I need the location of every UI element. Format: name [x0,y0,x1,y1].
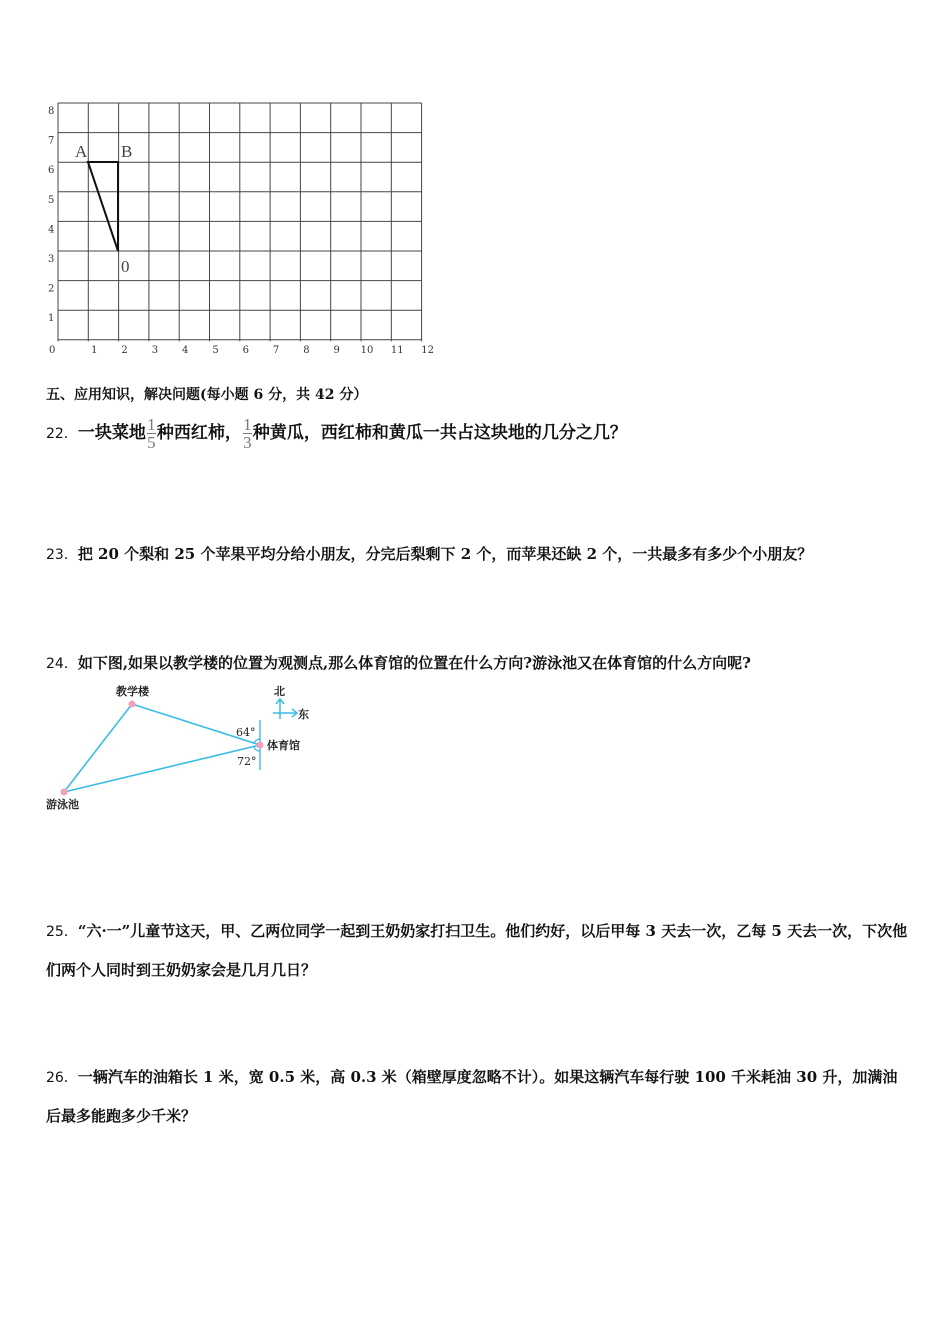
fraction-one-third [243,416,252,451]
gym-label: 体育馆 [267,739,300,752]
grid-lines [58,103,422,341]
x-axis-label: 6 [242,345,249,356]
y-axis-label: 3 [48,254,55,265]
question-24 [46,646,908,681]
fraction-numerator: 1 [243,415,252,434]
question-25 [46,912,908,989]
y-axis-label: 1 [48,313,55,325]
x-axis-label: 9 [333,345,340,356]
line-gym-pool [64,745,260,792]
pool-dot [61,789,68,796]
section-title: 五、应用知识，解决问题(每小题 6 分，共 42 分） [46,387,368,403]
x-axis-label: 5 [212,345,219,356]
angle-64-label: 64° [236,726,256,739]
angle-72-label: 72° [237,755,257,768]
fraction-denominator: 5 [147,433,156,452]
x-axis-label: 1 [91,345,98,356]
x-axis-label: 3 [151,345,159,356]
fraction-denominator: 3 [243,433,252,452]
question-text: 一辆汽车的油箱长 1 米，宽 0.5 米，高 0.3 米（箱壁厚度忽略不计）。如果这辆汽车每行驶 100 千米耗油 30 升，加满油后最多能跑多少千米？ [46,1068,898,1125]
question-23 [46,537,908,572]
teaching-building-label: 教学楼 [116,685,149,698]
y-axis-label: 7 [48,135,55,147]
fraction-numerator: 1 [147,415,156,434]
teaching-building-dot [129,701,136,708]
question-26 [46,1058,908,1135]
coordinate-grid-figure [40,100,440,362]
y-axis-label: 6 [48,165,55,177]
compass-icon [273,699,297,719]
question-number: 25． [46,924,78,940]
fraction-one-fifth [147,416,156,451]
question-22 [46,416,908,451]
north-label: 北 [274,685,285,698]
question-text-part: 种西红柿， [156,423,242,443]
question-number: 23． [46,547,78,563]
east-label: 东 [298,708,309,721]
question-text: 如下图,如果以教学楼的位置为观测点,那么体育馆的位置在什么方向?游泳池又在体育馆的什么方向呢? [77,654,751,672]
y-axis-label: 4 [48,224,55,236]
gym-dot [257,742,264,749]
x-axis-label: 11 [390,345,404,356]
x-axis-label: 2 [121,345,128,356]
direction-diagram [40,678,340,816]
y-axis-label: 8 [48,106,55,117]
question-number: 26． [46,1070,78,1086]
y-axis-label: 5 [48,194,55,206]
question-text: 把 20 个梨和 25 个苹果平均分给小朋友，分完后梨剩下 2 个，而苹果还缺 2 个，一共最多有多少个小朋友？ [77,545,813,563]
question-text-part: 一块菜地 [77,423,146,443]
question-number: 24． [46,656,78,672]
x-axis-labels [49,345,434,356]
x-axis-label: 10 [360,345,374,356]
triangle-abo [88,162,118,251]
y-axis-label: 2 [48,283,55,295]
question-text-part: 种黄瓜，西红柿和黄瓜一共占这块地的几分之几？ [252,423,627,443]
x-axis-label: 0 [49,345,56,356]
x-axis-label: 4 [182,345,189,356]
x-axis-label: 12 [421,345,434,356]
x-axis-label: 7 [272,345,280,356]
y-axis-labels [48,106,54,324]
question-text: “六·一”儿童节这天，甲、乙两位同学一起到王奶奶家打扫卫生。他们约好，以后甲每 3 天去一次，乙每 5 天去一次，下次他们两个人同时到王奶奶家会是几月几日？ [46,922,908,979]
point-b-label: B [121,142,133,161]
point-o-label: 0 [121,257,130,276]
pool-label: 游泳池 [46,798,79,811]
question-number: 22． [46,426,78,442]
x-axis-label: 8 [303,345,310,356]
point-a-label: A [75,142,88,161]
